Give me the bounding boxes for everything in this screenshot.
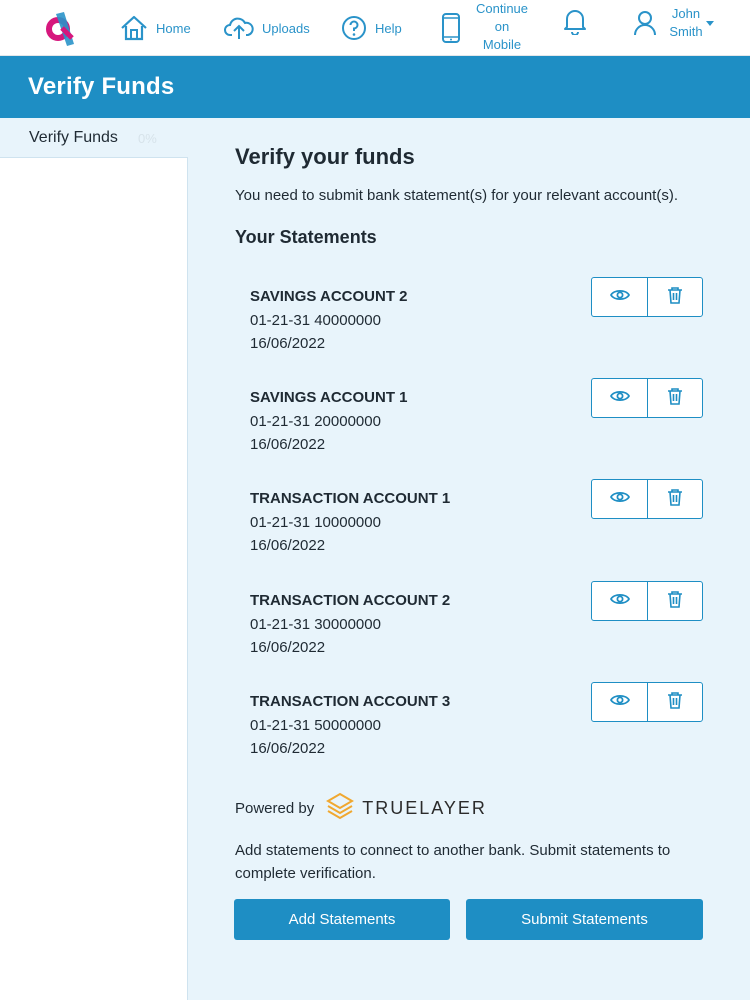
sidebar bbox=[0, 118, 188, 1000]
nav-continue-on-mobile-label[interactable] bbox=[462, 0, 542, 54]
cloud-upload-icon bbox=[224, 15, 254, 41]
nav-uploads-label: Uploads bbox=[262, 20, 310, 36]
view-statement-button[interactable] bbox=[592, 379, 647, 417]
nav-notifications[interactable] bbox=[562, 0, 588, 56]
statement-account-number: 01-21-31 20000000 bbox=[250, 413, 381, 430]
mobile-phone-icon bbox=[440, 13, 462, 43]
statement-actions bbox=[591, 277, 703, 317]
page-banner bbox=[0, 56, 750, 118]
eye-icon bbox=[610, 592, 630, 611]
mobile-label-line2: on bbox=[494, 19, 510, 34]
trash-icon bbox=[667, 488, 683, 511]
view-statement-button[interactable] bbox=[592, 683, 647, 721]
intro-text: You need to submit bank statement(s) for your relevant account(s). bbox=[235, 187, 679, 204]
delete-statement-button[interactable] bbox=[647, 278, 702, 316]
delete-statement-button[interactable] bbox=[647, 379, 702, 417]
mobile-label-line1: Continue bbox=[475, 1, 529, 16]
nav-help[interactable] bbox=[341, 0, 402, 56]
view-statement-button[interactable] bbox=[592, 480, 647, 518]
banner-title: Verify Funds bbox=[28, 73, 175, 100]
user-first-name: John bbox=[671, 6, 701, 21]
sidebar-item-label: Verify Funds bbox=[29, 129, 118, 146]
delete-statement-button[interactable] bbox=[647, 582, 702, 620]
statement-item bbox=[250, 389, 710, 469]
statement-actions bbox=[591, 682, 703, 722]
user-name[interactable] bbox=[660, 5, 712, 41]
add-statements-button[interactable]: Add Statements bbox=[234, 899, 450, 940]
statement-account-number: 01-21-31 10000000 bbox=[250, 514, 381, 531]
statement-date: 16/06/2022 bbox=[250, 436, 326, 453]
powered-by bbox=[235, 790, 487, 826]
statement-date: 16/06/2022 bbox=[250, 740, 326, 757]
statement-account-number: 01-21-31 30000000 bbox=[250, 616, 381, 633]
page-title: Verify your funds bbox=[235, 144, 415, 169]
help-circle-icon bbox=[341, 15, 367, 41]
statement-account-number: 01-21-31 50000000 bbox=[250, 717, 381, 734]
statement-name: SAVINGS ACCOUNT 2 bbox=[250, 288, 408, 305]
statement-item bbox=[250, 592, 710, 672]
truelayer-layers-icon bbox=[325, 791, 355, 826]
statement-name: TRANSACTION ACCOUNT 2 bbox=[250, 592, 451, 609]
mobile-label-line3: Mobile bbox=[482, 37, 522, 52]
statement-item bbox=[250, 693, 710, 773]
statement-date: 16/06/2022 bbox=[250, 537, 326, 554]
submit-statements-button[interactable]: Submit Statements bbox=[466, 899, 703, 940]
truelayer-wordmark: TRUELAYER bbox=[362, 797, 487, 818]
sidebar-item-verify-funds[interactable] bbox=[0, 118, 188, 158]
eye-icon bbox=[610, 693, 630, 712]
chevron-down-icon[interactable] bbox=[706, 21, 714, 26]
user-last-name: Smith bbox=[669, 24, 703, 39]
view-statement-button[interactable] bbox=[592, 278, 647, 316]
top-navigation bbox=[0, 0, 750, 56]
view-statement-button[interactable] bbox=[592, 582, 647, 620]
statement-item bbox=[250, 288, 710, 368]
trash-icon bbox=[667, 286, 683, 309]
statement-actions bbox=[591, 581, 703, 621]
powered-by-label: Powered by bbox=[235, 799, 315, 817]
statement-date: 16/06/2022 bbox=[250, 639, 326, 656]
statement-item bbox=[250, 490, 710, 570]
delete-statement-button[interactable] bbox=[647, 480, 702, 518]
statement-actions bbox=[591, 479, 703, 519]
nav-home-label: Home bbox=[156, 20, 191, 36]
trash-icon bbox=[667, 387, 683, 410]
statement-date: 16/06/2022 bbox=[250, 335, 326, 352]
statement-name: TRANSACTION ACCOUNT 3 bbox=[250, 693, 451, 710]
delete-statement-button[interactable] bbox=[647, 683, 702, 721]
eye-icon bbox=[610, 490, 630, 509]
brand-logo[interactable] bbox=[44, 8, 78, 48]
statement-name: TRANSACTION ACCOUNT 1 bbox=[250, 490, 451, 507]
eye-icon bbox=[610, 288, 630, 307]
nav-continue-on-mobile[interactable] bbox=[440, 0, 462, 56]
user-icon bbox=[632, 9, 658, 37]
bell-icon bbox=[562, 7, 588, 35]
help-text: Add statements to connect to another bank. Submit statements to complete verification. bbox=[235, 842, 671, 882]
nav-help-label: Help bbox=[375, 20, 402, 36]
statement-actions bbox=[591, 378, 703, 418]
nav-uploads[interactable] bbox=[224, 0, 310, 56]
section-title: Your Statements bbox=[235, 227, 377, 247]
trash-icon bbox=[667, 590, 683, 613]
statement-name: SAVINGS ACCOUNT 1 bbox=[250, 389, 408, 406]
main-content bbox=[188, 118, 750, 1000]
home-icon bbox=[120, 15, 148, 41]
sidebar-item-progress: 0% bbox=[138, 131, 157, 146]
nav-user-menu[interactable] bbox=[632, 0, 658, 56]
truelayer-logo bbox=[325, 791, 487, 826]
statement-account-number: 01-21-31 40000000 bbox=[250, 312, 381, 329]
nav-home[interactable] bbox=[120, 0, 191, 56]
trash-icon bbox=[667, 691, 683, 714]
eye-icon bbox=[610, 389, 630, 408]
